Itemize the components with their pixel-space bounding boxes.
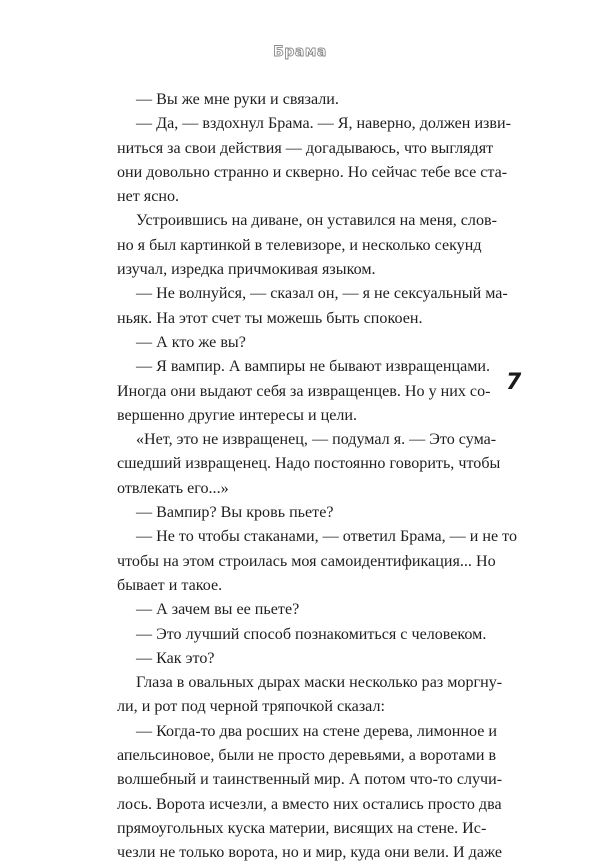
text-line: отвлекать его...» bbox=[117, 479, 229, 497]
text-line: лось. Ворота исчезли, а вместо них остались просто два bbox=[117, 795, 502, 813]
text-line: «Нет, это не извращенец, — подумал я. — Это сума- bbox=[136, 431, 497, 449]
paragraph bbox=[117, 355, 491, 428]
text-line: ньяк. На этот счет ты можешь быть спокоен. bbox=[117, 309, 423, 327]
text-line: ниться за свои действия — догадываюсь, что выглядят bbox=[117, 139, 494, 157]
text-line: — Не волнуйся, — сказал он, — я не сексуальный ма- bbox=[136, 285, 508, 303]
text-line: они довольно странно и скверно. Но сейчас тебе все ста- bbox=[117, 163, 508, 181]
page-number: 7 bbox=[506, 370, 522, 395]
paragraph bbox=[117, 525, 518, 598]
text-line: изучал, изредка причмокивая языком. bbox=[117, 261, 376, 279]
paragraph bbox=[117, 88, 481, 112]
page-body bbox=[117, 88, 518, 866]
text-line: Глаза в овальных дырах маски несколько раз моргну- bbox=[136, 674, 503, 692]
text-line: — А кто же вы? bbox=[136, 333, 246, 351]
text-line: чтобы на этом строилась моя самоидентификация... Но bbox=[117, 552, 496, 570]
text-line: сшедший извращенец. Надо постоянно говорить, чтобы bbox=[117, 455, 501, 473]
text-line: волшебный и таинственный мир. А потом что-то случи- bbox=[117, 771, 503, 789]
paragraph bbox=[117, 720, 503, 866]
text-line: — Это лучший способ познакомиться с человеком. bbox=[136, 625, 487, 643]
text-line: бывает и такое. bbox=[117, 576, 223, 594]
text-line: Иногда они выдают себя за извращенцев. Но у них со- bbox=[117, 382, 491, 400]
text-line: ли, и рот под черной тряпочкой сказал: bbox=[117, 698, 385, 716]
paragraph bbox=[117, 671, 503, 720]
paragraph bbox=[117, 209, 497, 282]
text-line: — Да, — вздохнул Брама. — Я, наверно, должен изви- bbox=[136, 115, 511, 133]
text-line: — Вы же мне руки и связали. bbox=[136, 91, 339, 108]
paragraph bbox=[117, 647, 481, 671]
text-line: прямоугольных куска материи, висящих на стене. Ис- bbox=[117, 819, 487, 837]
paragraph bbox=[117, 428, 501, 501]
text-line: — Когда-то два росших на стене дерева, лимонное и bbox=[136, 722, 498, 740]
text-line: Устроившись на диване, он уставился на меня, слов- bbox=[136, 212, 497, 230]
text-line: апельсиновое, были не просто деревьями, а воротами в bbox=[117, 747, 497, 765]
text-line: — Не то чтобы стаканами, — ответил Брама, — и не то bbox=[136, 528, 518, 546]
text-line: — А зачем вы ее пьете? bbox=[136, 601, 300, 619]
paragraph bbox=[117, 331, 481, 355]
paragraph bbox=[117, 282, 508, 331]
text-line: — Вампир? Вы кровь пьете? bbox=[136, 504, 334, 522]
text-line: нет ясно. bbox=[117, 188, 180, 206]
paragraph bbox=[117, 598, 481, 622]
paragraph bbox=[117, 501, 481, 525]
paragraph bbox=[117, 623, 487, 647]
text-line: вершенно другие интересы и цели. bbox=[117, 406, 358, 424]
paragraph bbox=[117, 112, 511, 209]
text-line: но я был картинкой в телевизоре, и несколько секунд bbox=[117, 236, 482, 254]
text-line: чезли не только ворота, но и мир, куда они вели. И даже bbox=[117, 844, 503, 862]
running-head: Брама bbox=[273, 44, 327, 60]
text-line: — Я вампир. А вампиры не бывают извращенцами. bbox=[136, 358, 491, 376]
text-line: — Как это? bbox=[136, 649, 215, 667]
